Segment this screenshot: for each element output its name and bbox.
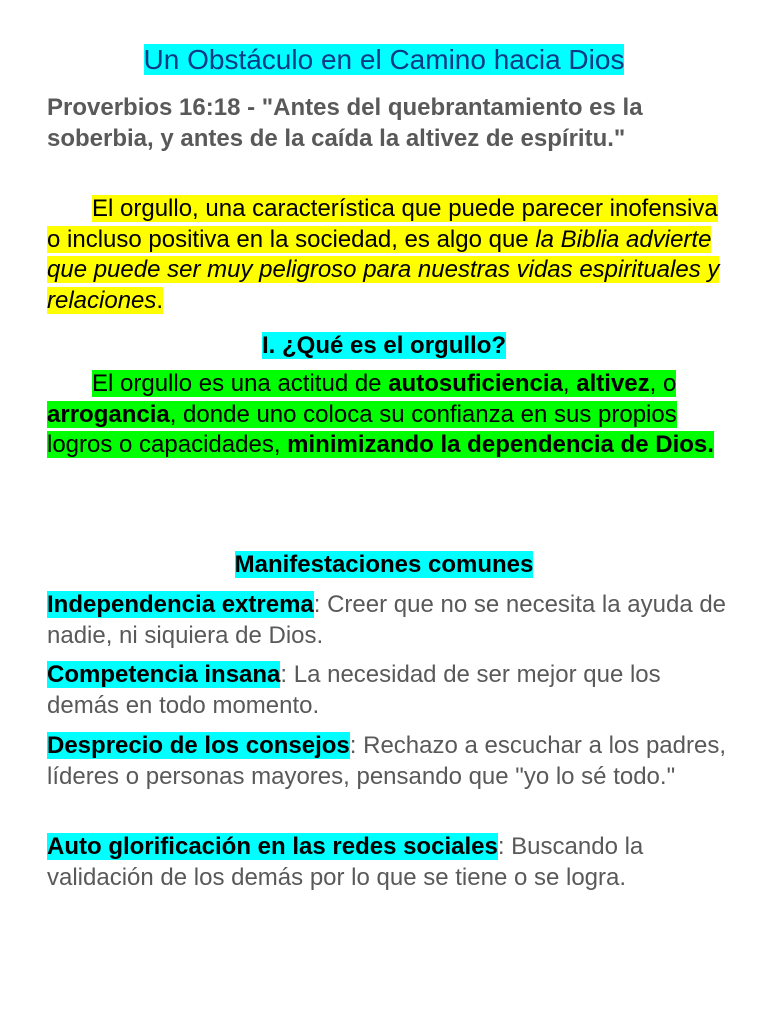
list-item-term: Competencia insana	[47, 661, 281, 688]
definition-bold-d: minimizando la dependencia de Dios.	[287, 431, 714, 458]
definition-text-b: ,	[562, 370, 577, 397]
list-item-term: Auto glorificación en las redes sociales	[47, 833, 498, 860]
intro-text-italic: la Biblia advierte que puede ser muy peligroso para nuestras vidas espirituales y relaciones	[47, 225, 720, 314]
definition-bold-c: arrogancia	[47, 400, 170, 428]
list-item	[47, 660, 727, 721]
definition-text-c: , o	[649, 370, 677, 397]
definition-text-a: El orgullo es una actitud de	[92, 370, 389, 397]
definition-bold-a: autosuficiencia	[388, 370, 563, 397]
intro-text-end: .	[156, 286, 164, 314]
list-item-desc: : La necesidad de ser mejor que los demás en todo momento.	[47, 661, 661, 719]
list-item-desc: : Buscando la validación de los demás por lo que se tiene o se logra.	[47, 833, 644, 891]
intro-text-start: El orgullo, una característica que puede parecer inofensiva o incluso positiva en la sociedad, es algo que	[47, 195, 718, 253]
section-heading-2-wrapper	[0, 549, 768, 581]
intro-paragraph	[47, 194, 727, 316]
list-item	[47, 832, 727, 893]
definition-text-d: , donde uno coloca su confianza en sus propios logros o capacidades,	[47, 400, 677, 458]
list-item-desc: : Rechazo a escuchar a los padres, líderes o personas mayores, pensando que "yo lo sé todo."	[47, 732, 726, 790]
page-title: Un Obstáculo en el Camino hacia Dios	[143, 44, 625, 75]
list-item-term: Desprecio de los consejos	[47, 732, 350, 759]
definition-bold-b: altivez	[576, 370, 650, 397]
section-heading-1-wrapper	[0, 330, 768, 362]
list-item	[47, 731, 727, 792]
page-title-wrapper	[0, 42, 768, 78]
bible-verse: Proverbios 16:18 - "Antes del quebrantamiento es la soberbia, y antes de la caída la altivez de espíritu."	[47, 94, 643, 152]
section-heading-1: I. ¿Qué es el orgullo?	[261, 332, 507, 359]
list-item-desc: : Creer que no se necesita la ayuda de nadie, ni siquiera de Dios.	[47, 591, 727, 649]
section-heading-2: Manifestaciones comunes	[234, 551, 534, 578]
definition-paragraph	[47, 369, 727, 461]
list-item	[47, 590, 727, 651]
list-item-term: Independencia extrema	[47, 591, 314, 618]
